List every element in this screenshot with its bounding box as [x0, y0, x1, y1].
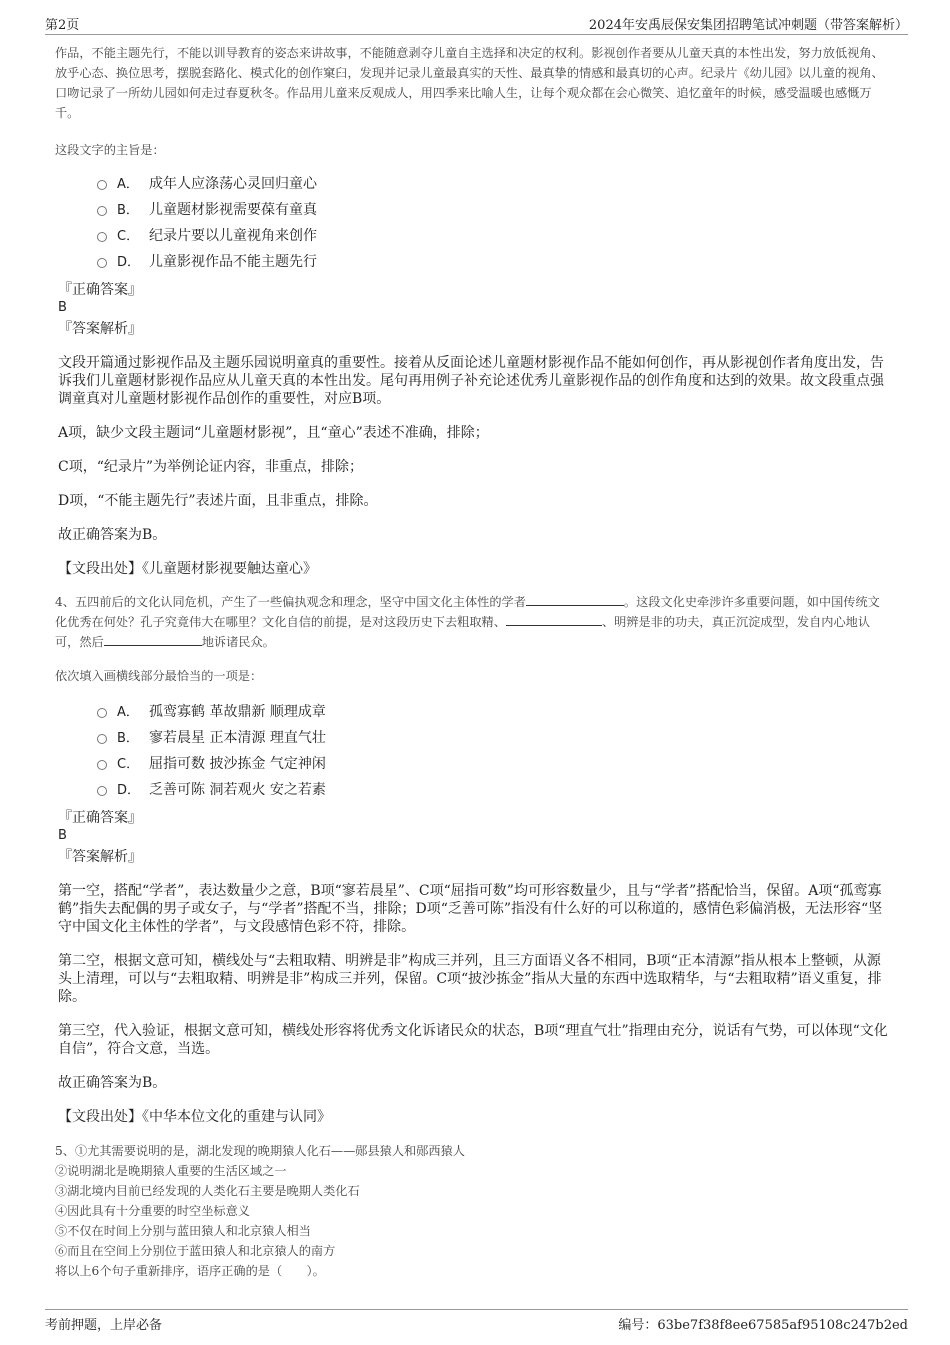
q3-analysis-c: C项，“纪录片”为举例论证内容，非重点，排除； — [58, 459, 364, 475]
q4-analysis-blank1: 第一空，搭配“学者”，表达数量少之意，B项“寥若晨星”、C项“屈指可数”均可形容数量少，且与“学者”搭配恰当，保留。A项“孤鸾寡鹤”指失去配偶的男子或女子，与“学者”搭配不当，排除；D项“乏善可陈”指没有什么好的可以称道的，感情色彩偏消极，无法形容“坚守中国文化主体性的学者”，与文段感情色彩不符，排除。 — [58, 883, 883, 935]
q3-option-c[interactable]: C． 纪录片要以儿童视角来创作 — [97, 226, 317, 246]
q4-analysis-blank2: 第二空，根据文意可知，横线处与“去粗取精、明辨是非”构成三并列，且三方面语义各不相同，B项“正本清源”指从根本上整顿，从源头上清理，可以与“去粗取精、明辨是非”构成三并列，保留。C项“披沙拣金”指从大量的东西中选取精华，与“去粗取精”语义重复，排除。 — [58, 953, 882, 1005]
q4-conclusion: 故正确答案为B。 — [58, 1075, 167, 1091]
q5-sentence-2: ②说明湖北是晚期猿人重要的生活区域之一 — [55, 1164, 287, 1178]
q4-answer-label: 『正确答案』 — [58, 810, 142, 826]
q4-option-b[interactable]: B． 寥若晨星 正本清源 理直气壮 — [97, 728, 326, 748]
footer-code: 编号：63be7f38f8ee67585af95108c247b2ed — [618, 1318, 908, 1333]
blank-3[interactable] — [104, 633, 202, 646]
q4-option-d[interactable]: D． 乏善可陈 洞若观火 安之若素 — [97, 780, 326, 800]
q3-analysis-a: A项，缺少文段主题词“儿童题材影视”，且“童心”表述不准确，排除； — [58, 425, 489, 441]
footer-rule — [45, 1309, 908, 1310]
q5-sentence-5: ⑤不仅在时间上分别与蓝田猿人和北京猿人相当 — [55, 1224, 311, 1238]
header-rule — [45, 34, 908, 35]
page-number: 第2页 — [45, 18, 80, 33]
radio-icon[interactable] — [97, 258, 107, 268]
q5-sentence-6: ⑥而且在空间上分别位于蓝田猿人和北京猿人的南方 — [55, 1244, 336, 1258]
q4-option-a[interactable]: A． 孤鸾寡鹤 革故鼎新 顺理成章 — [97, 702, 326, 722]
q3-prompt: 这段文字的主旨是： — [55, 143, 165, 157]
q5-sentence-1: 5、①尤其需要说明的是，湖北发现的晚期猿人化石——郧县猿人和郧西猿人 — [55, 1144, 465, 1158]
q3-option-d[interactable]: D． 儿童影视作品不能主题先行 — [97, 252, 317, 272]
radio-icon[interactable] — [97, 760, 107, 770]
radio-icon[interactable] — [97, 232, 107, 242]
radio-icon[interactable] — [97, 708, 107, 718]
q3-conclusion: 故正确答案为B。 — [58, 527, 167, 543]
q4-answer: B — [58, 828, 67, 843]
radio-icon[interactable] — [97, 734, 107, 744]
q5-sentence-3: ③湖北境内目前已经发现的人类化石主要是晚期人类化石 — [55, 1184, 360, 1198]
q3-answer: B — [58, 300, 67, 315]
q3-answer-label: 『正确答案』 — [58, 282, 142, 298]
radio-icon[interactable] — [97, 786, 107, 796]
blank-1[interactable] — [526, 593, 624, 606]
q3-analysis-label: 『答案解析』 — [58, 321, 142, 337]
blank-2[interactable] — [506, 613, 602, 626]
radio-icon[interactable] — [97, 206, 107, 216]
q4-source: 【文段出处】《中华本位文化的重建与认同》 — [58, 1109, 331, 1125]
q5-sentence-4: ④因此具有十分重要的时空坐标意义 — [55, 1204, 250, 1218]
q4-analysis-blank3: 第三空，代入验证，根据文意可知，横线处形容将优秀文化诉诸民众的状态，B项“理直气壮”指理由充分，说话有气势，可以体现“文化自信”，符合文意，当选。 — [58, 1023, 888, 1057]
q4-analysis-label: 『答案解析』 — [58, 849, 142, 865]
q4-prompt: 依次填入画横线部分最恰当的一项是： — [55, 669, 263, 683]
q3-option-b[interactable]: B． 儿童题材影视需要葆有童真 — [97, 200, 317, 220]
q3-option-a[interactable]: A． 成年人应涤荡心灵回归童心 — [97, 174, 317, 194]
document-title: 2024年安禹辰保安集团招聘笔试冲刺题（带答案解析） — [588, 18, 908, 33]
q3-passage: 作品，不能主题先行，不能以训导教育的姿态来讲故事，不能随意剥夺儿童自主选择和决定的权利。影视创作者要从儿童天真的本性出发，努力放低视角、放乎心态、换位思考，摆脱套路化、模式化的创作窠臼，发现并记录儿童最真实的天性、最真挚的情感和最真切的心声。纪录片《幼儿园》以儿童的视角、口吻记录了一所幼儿园如何走过春夏秋冬。作品用儿童来反观成人，用四季来比喻人生，让每个观众都在会心微笑、追忆童年的时候，感受温暖也感慨万千。 — [55, 46, 884, 120]
radio-icon[interactable] — [97, 180, 107, 190]
q4-stem: 4、五四前后的文化认同危机，产生了一些偏执观念和理念，坚守中国文化主体性的学者 。这段文化史牵涉许多重要问题，如中国传统文化优秀在何处？孔子究竟伟大在哪里？文化自信的前提，是对这段历史下去粗取精、 、明辨是非的功夫，真正沉淀成型，发自内心地认可，然后 地诉诸民众。 — [55, 595, 880, 649]
q4-option-c[interactable]: C． 屈指可数 披沙拣金 气定神闲 — [97, 754, 326, 774]
q3-source: 【文段出处】《儿童题材影视要触达童心》 — [58, 561, 317, 577]
q3-analysis-d: D项，“不能主题先行”表述片面，且非重点，排除。 — [58, 493, 378, 509]
footer-slogan: 考前押题，上岸必备 — [45, 1318, 163, 1333]
q3-analysis-main: 文段开篇通过影视作品及主题乐园说明童真的重要性。接着从反面论述儿童题材影视作品不能如何创作，再从影视创作者角度出发，告诉我们儿童题材影视作品应从儿童天真的本性出发。尾句再用例子补充论述优秀儿童影视作品的创作角度和达到的效果。故文段重点强调童真对儿童题材影视作品创作的重要性，对应B项。 — [58, 355, 884, 407]
q5-prompt: 将以上6个句子重新排序，语序正确的是（ ）。 — [55, 1264, 325, 1278]
